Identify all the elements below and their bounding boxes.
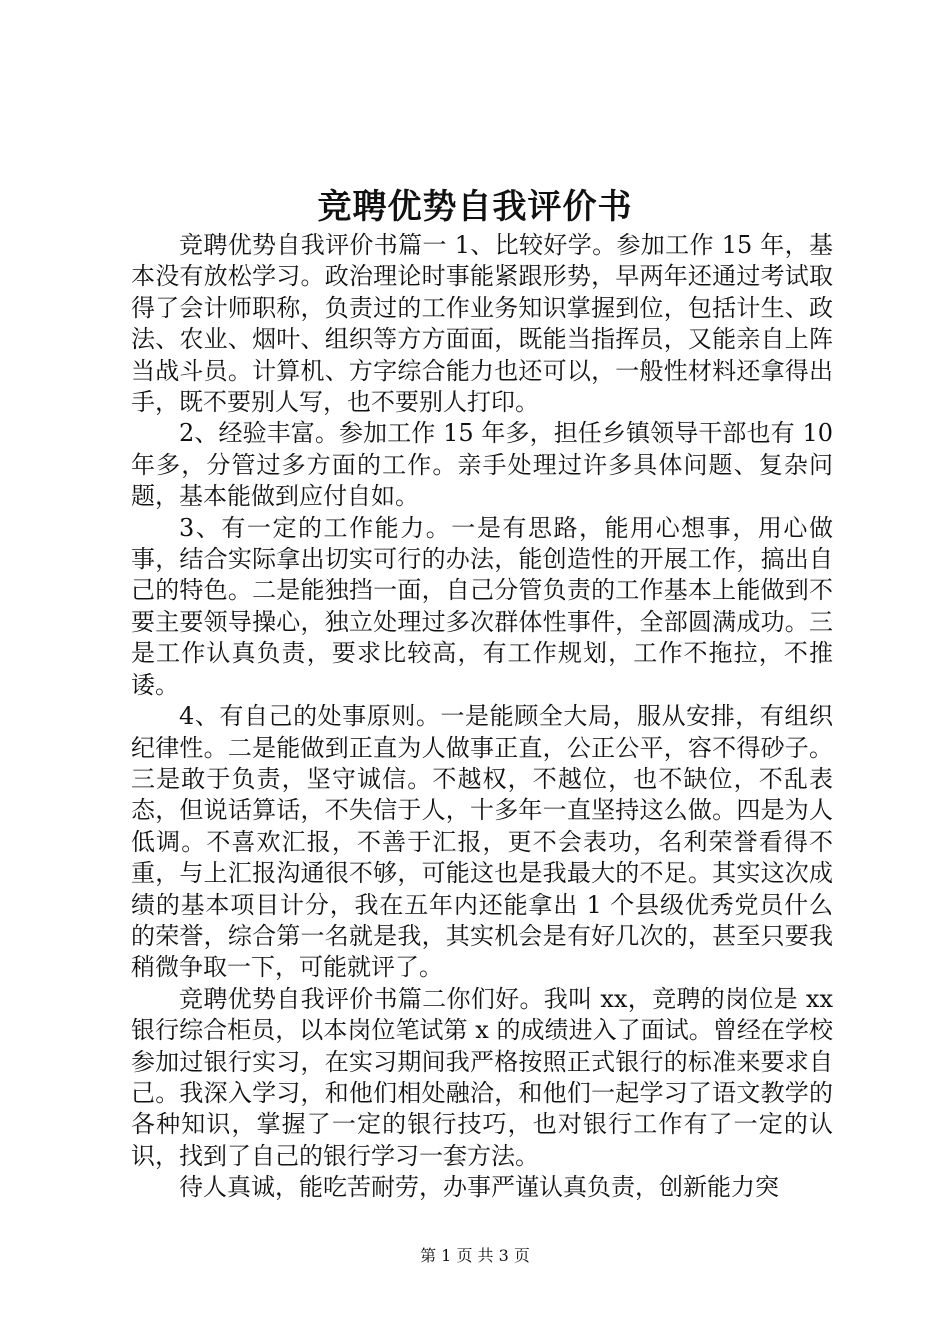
paragraph-6: 待人真诚，能吃苦耐劳，办事严谨认真负责，创新能力突 xyxy=(179,1173,779,1202)
document-title: 竞聘优势自我评价书 xyxy=(317,187,633,227)
paragraph-2: 2、经验丰富。参加工作 15 年多，担任乡镇领导干部也有 10 年多，分管过多方面的工作。亲手处理过许多具体问题、复杂问题，基本能做到应付自如。 xyxy=(131,419,833,511)
document-body xyxy=(131,230,833,1204)
paragraph-1: 竞聘优势自我评价书篇一 1、比较好学。参加工作 15 年，基本没有放松学习。政治理论时事能紧跟形势，早两年还通过考试取得了会计师职称，负责过的工作业务知识掌握到位，包括计生、政法、农业、烟叶、组织等方方面面，既能当指挥员，又能亲自上阵当战斗员。计算机、方字综合能力也还可以，一般性材料还拿得出手，既不要别人写，也不要别人打印。 xyxy=(131,231,833,417)
paragraph-4: 4、有自己的处事原则。一是能顾全大局，服从安排，有组织纪律性。二是能做到正直为人做事正直，公正公平，容不得砂子。三是敢于负责，坚守诚信。不越权，不越位，也不缺位，不乱表态，但说话算话，不失信于人，十多年一直坚持这么做。四是为人低调。不喜欢汇报，不善于汇报，更不会表功，名利荣誉看得不重，与上汇报沟通很不够，可能这也是我最大的不足。其实这次成绩的基本项目计分，我在五年内还能拿出 1 个县级优秀党员什么的荣誉，综合第一名就是我，其实机会是有好几次的，甚至只要我稍微争取一下，可能就评了。 xyxy=(131,702,833,982)
page-number-footer: 第 1 页 共 3 页 xyxy=(420,1246,530,1265)
paragraph-3: 3、有一定的工作能力。一是有思路，能用心想事，用心做事，结合实际拿出切实可行的办法，能创造性的开展工作，搞出自己的特色。二是能独挡一面，自己分管负责的工作基本上能做到不要主要领导操心，独立处理过多次群体性事件，全部圆满成功。三是工作认真负责，要求比较高，有工作规划，工作不拖拉，不推诿。 xyxy=(131,513,833,699)
paragraph-5: 竞聘优势自我评价书篇二你们好。我叫 xx，竞聘的岗位是 xx 银行综合柜员，以本岗位笔试第 x 的成绩进入了面试。曾经在学校参加过银行实习，在实习期间我严格按照正式银行的标准来要求自己。我深入学习，和他们相处融洽，和他们一起学习了语文教学的各种知识，掌握了一定的银行技巧，也对银行工作有了一定的认识，找到了自己的银行学习一套方法。 xyxy=(131,984,833,1170)
